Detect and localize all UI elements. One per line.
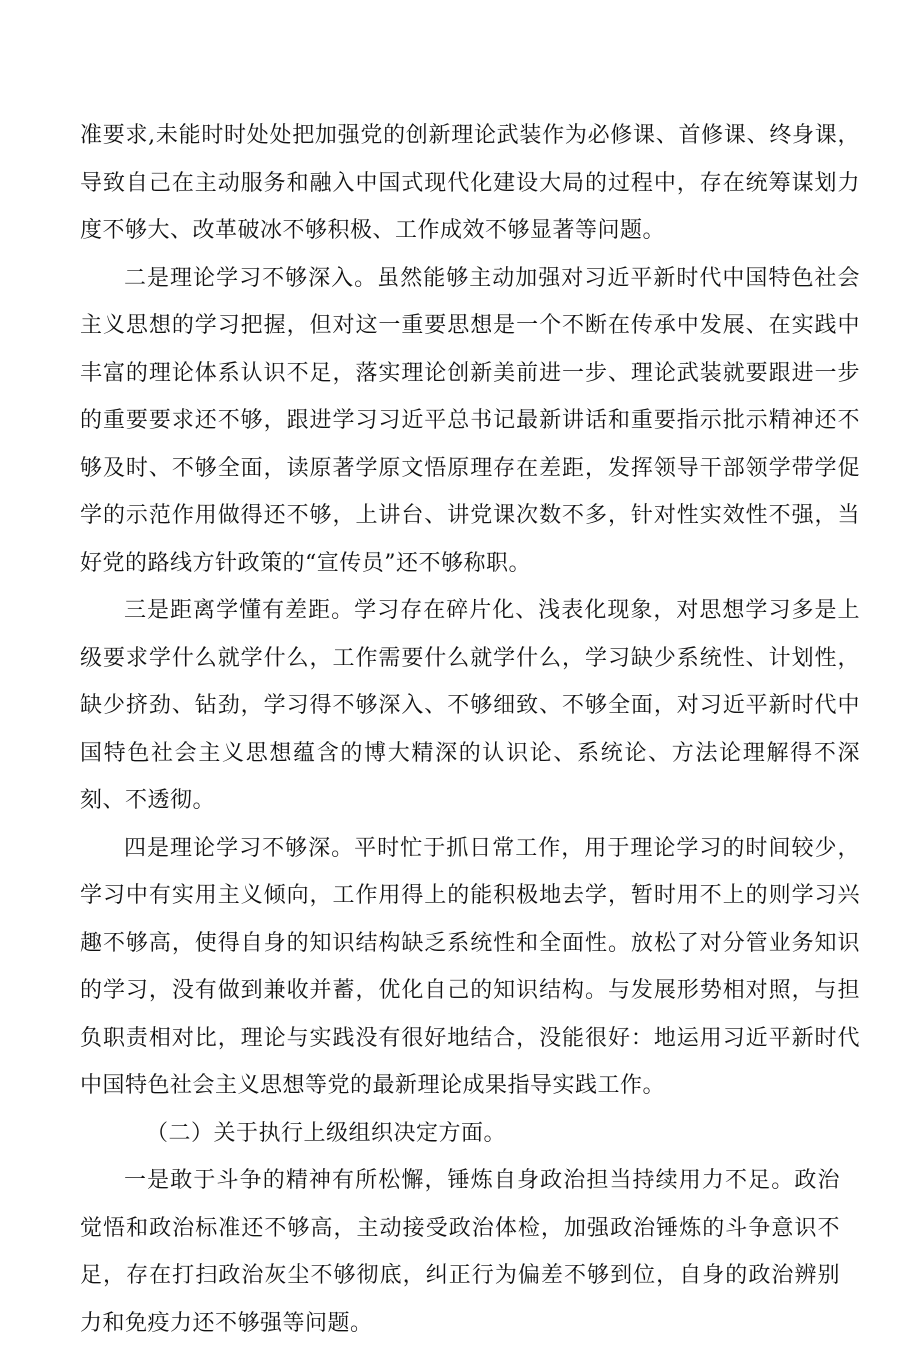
document-body [80, 112, 860, 1347]
paragraph-point-two: 二是理论学习不够深入。虽然能够主动加强对习近平新时代中国特色社会主义思想的学习把握，但对这一重要思想是一个不断在传承中发展、在实践中丰富的理论体系认识不足，落实理论创新美前进一步、理论武装就要跟进一步的重要要求还不够，跟进学习习近平总书记最新讲话和重要指示批示精神还不够及时、不够全面，读原著学原文悟原理存在差距，发挥领导干部领学带学促学的示范作用做得还不够，上讲台、讲党课次数不多，针对性实效性不强，当好党的路线方针政策的“宣传员”还不够称职。 [80, 265, 860, 576]
paragraph-point-one: 一是敢于斗争的精神有所松懈，锤炼自身政治担当持续用力不足。政治觉悟和政治标准还不够高，主动接受政治体检，加强政治锤炼的斗争意识不足，存在打扫政治灰尘不够彻底，纠正行为偏差不够到位，自身的政治辨别力和免疫力还不够强等问题。 [80, 1168, 840, 1336]
section-heading: （二）关于执行上级组织决定方面。 [146, 1120, 507, 1146]
paragraph-point-four: 四是理论学习不够深。平时忙于抓日常工作，用于理论学习的时间较少，学习中有实用主义倾向，工作用得上的能积极地去学，暂时用不上的则学习兴趣不够高，使得自身的知识结构缺乏系统性和全面性。放松了对分管业务知识的学习，没有做到兼收并蓄，优化自己的知识结构。与发展形势相对照，与担负职责相对比，理论与实践没有很好地结合，没能很好：地运用习近平新时代中国特色社会主义思想等党的最新理论成果指导实践工作。 [80, 835, 860, 1098]
paragraph-point-three: 三是距离学懂有差距。学习存在碎片化、浅表化现象，对思想学习多是上级要求学什么就学什么，工作需要什么就学什么，学习缺少系统性、计划性，缺少挤劲、钻劲，学习得不够深入、不够细致、不够全面，对习近平新时代中国特色社会主义思想蕴含的博大精深的认识论、系统论、方法论理解得不深刻、不透彻。 [80, 598, 860, 813]
paragraph-continuation: 准要求,未能时时处处把加强党的创新理论武装作为必修课、首修课、终身课，导致自己在主动服务和融入中国式现代化建设大局的过程中，存在统筹谋划力度不够大、改革破冰不够积极、工作成效不够显著等问题。 [80, 123, 860, 243]
